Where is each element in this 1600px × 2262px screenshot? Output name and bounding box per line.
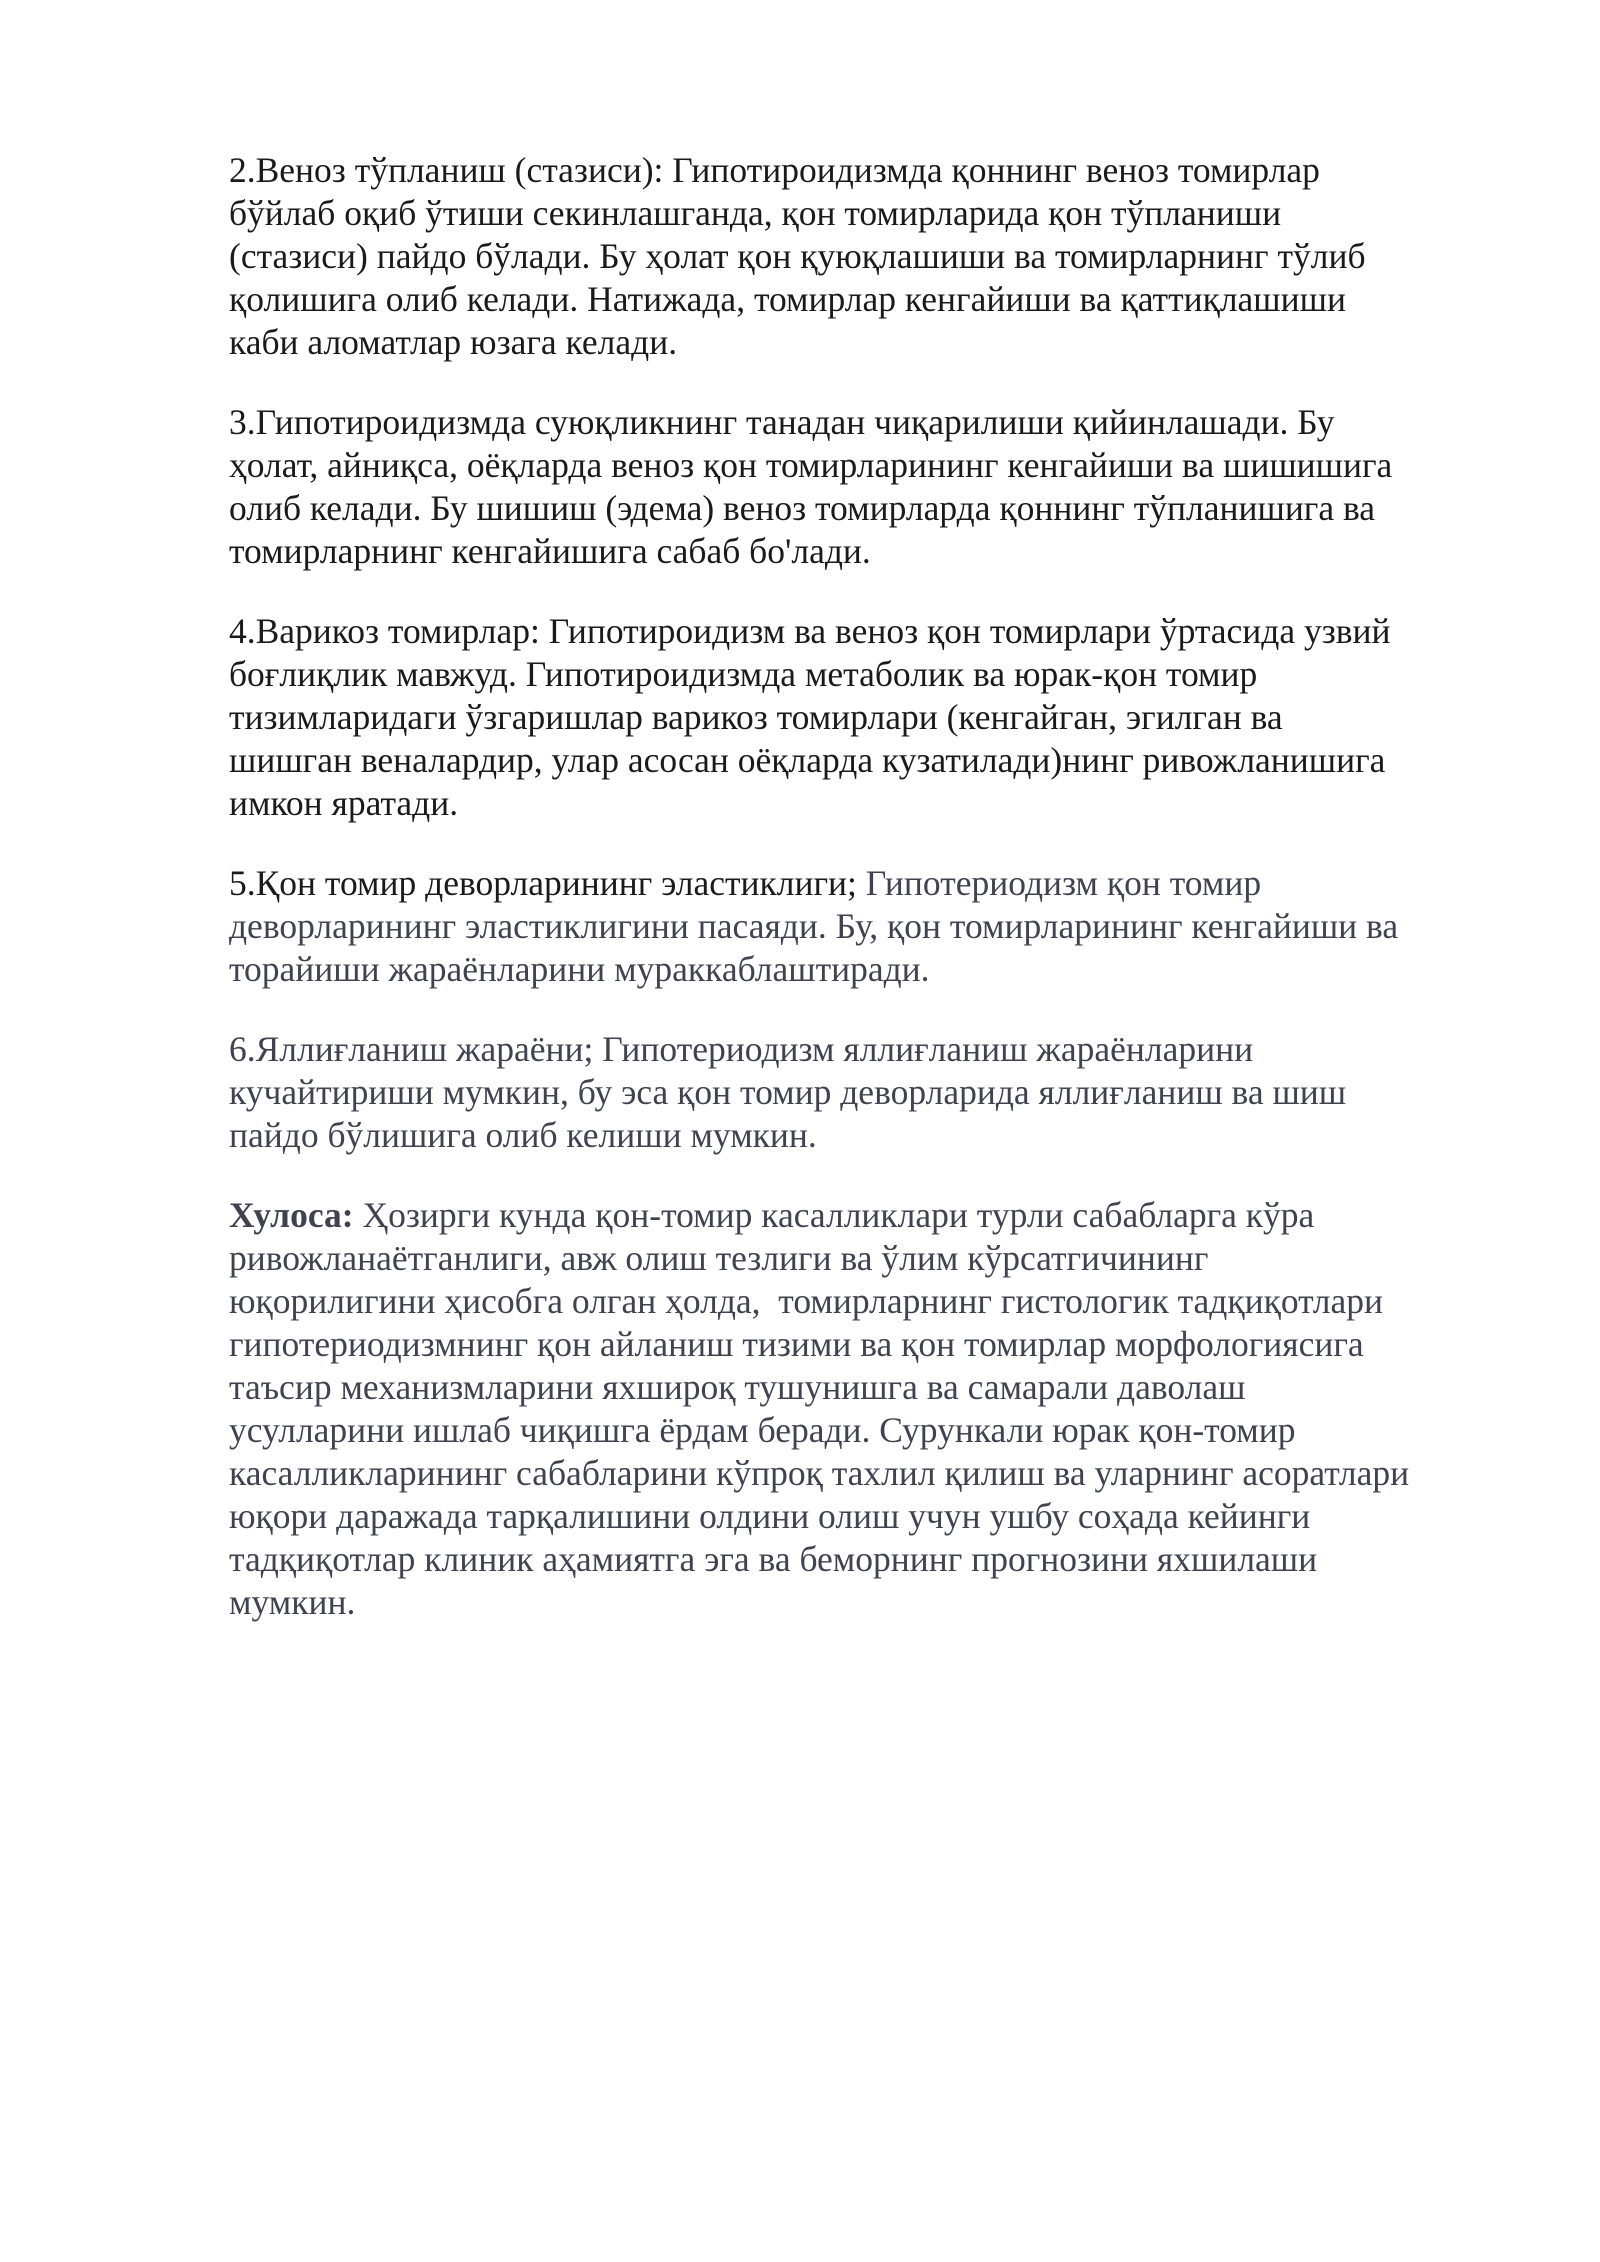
text-line: 3.Гипотироидизмда суюқликнинг танадан чиқарилиши қийинлашади. Бу [229,402,1335,442]
paragraph-conclusion [229,1194,1489,1624]
text-line: шишган веналардир, улар асосан оёқларда кузатилади)нинг ривожланишига [229,740,1386,780]
paragraph-venous-stasis [229,149,1489,364]
text-line: пайдо бўлишига олиб келиши мумкин. [229,1115,817,1155]
text-line: гипотериодизмнинг қон айланиш тизими ва қон томирлар морфологиясига [229,1324,1364,1364]
text-line: 4.Варикоз томирлар: Гипотироидизм ва веноз қон томирлари ўртасида узвий [229,611,1391,651]
text-line-lead: 5.Қон томир деворларининг эластиклиги; [229,863,866,903]
text-line: боғлиқлик мавжуд. Гипотироидизмда метаболик ва юрак-қон томир [229,654,1258,694]
text-line: олиб келади. Бу шишиш (эдема) веноз томирларда қоннинг тўпланишига ва [229,488,1376,528]
paragraph-vessel-elasticity [229,862,1489,991]
text-line: деворларининг эластиклигини пасаяди. Бу, қон томирларининг кенгайиши ва [229,906,1399,946]
paragraph-inflammation [229,1028,1489,1157]
text-line: (стазиси) пайдо бўлади. Бу ҳолат қон қуюқлашиши ва томирларнинг тўлиб [229,236,1366,276]
text-line: таъсир механизмларини яхшироқ тушунишга ва самарали даволаш [229,1367,1246,1407]
text-line: 6.Яллиғланиш жараёни; Гипотериодизм яллиғланиш жараёнларини [229,1029,1254,1069]
text-line: каби аломатлар юзага келади. [229,322,678,362]
text-line-muted: Гипотериодизм қон томир [865,863,1262,903]
conclusion-label: Хулоса: [229,1195,354,1235]
text-line: Ҳозирги кунда қон-томир касалликлари турли сабабларга кўра [353,1195,1315,1235]
text-line: 2.Веноз тўпланиш (стазиси): Гипотироидизмда қоннинг веноз томирлар [229,150,1320,190]
text-line: кучайтириши мумкин, бу эса қон томир деворларида яллиғланиш ва шиш [229,1072,1347,1112]
text-line: торайиши жараёнларини мураккаблаштиради. [229,949,930,989]
text-line: ҳолат, айниқса, оёқларда веноз қон томирларининг кенгайиши ва шишишига [229,445,1393,485]
text-line: бўйлаб оқиб ўтиши секинлашганда, қон томирларида қон тўпланиши [229,193,1282,233]
text-line: қолишига олиб келади. Натижада, томирлар кенгайиши ва қаттиқлашиши [229,279,1346,319]
document-body [229,149,1489,1661]
paragraph-fluid-retention [229,401,1489,573]
text-line: имкон яратади. [229,783,459,823]
text-line: тизимларидаги ўзгаришлар варикоз томирлари (кенгайган, эгилган ва [229,697,1283,737]
paragraph-varicose-veins [229,610,1489,825]
text-line: томирларнинг кенгайишига сабаб бо'лади. [229,531,871,571]
text-line: тадқиқотлар клиник аҳамиятга эга ва беморнинг прогнозини яхшилаши [229,1539,1318,1579]
text-line: усулларини ишлаб чиқишга ёрдам беради. Сурункали юрак қон-томир [229,1410,1296,1450]
text-line: ривожланаётганлиги, авж олиш тезлиги ва ўлим кўрсатгичининг [229,1238,1209,1278]
text-line: юқори даражада тарқалишини олдини олиш учун ушбу соҳада кейинги [229,1496,1311,1536]
text-line: касалликларининг сабабларини кўпроқ тахлил қилиш ва уларнинг асоратлари [229,1453,1410,1493]
text-line: мумкин. [229,1582,356,1622]
text-line: юқорилигини ҳисобга олган ҳолда, томирларнинг гистологик тадқиқотлари [229,1281,1383,1321]
